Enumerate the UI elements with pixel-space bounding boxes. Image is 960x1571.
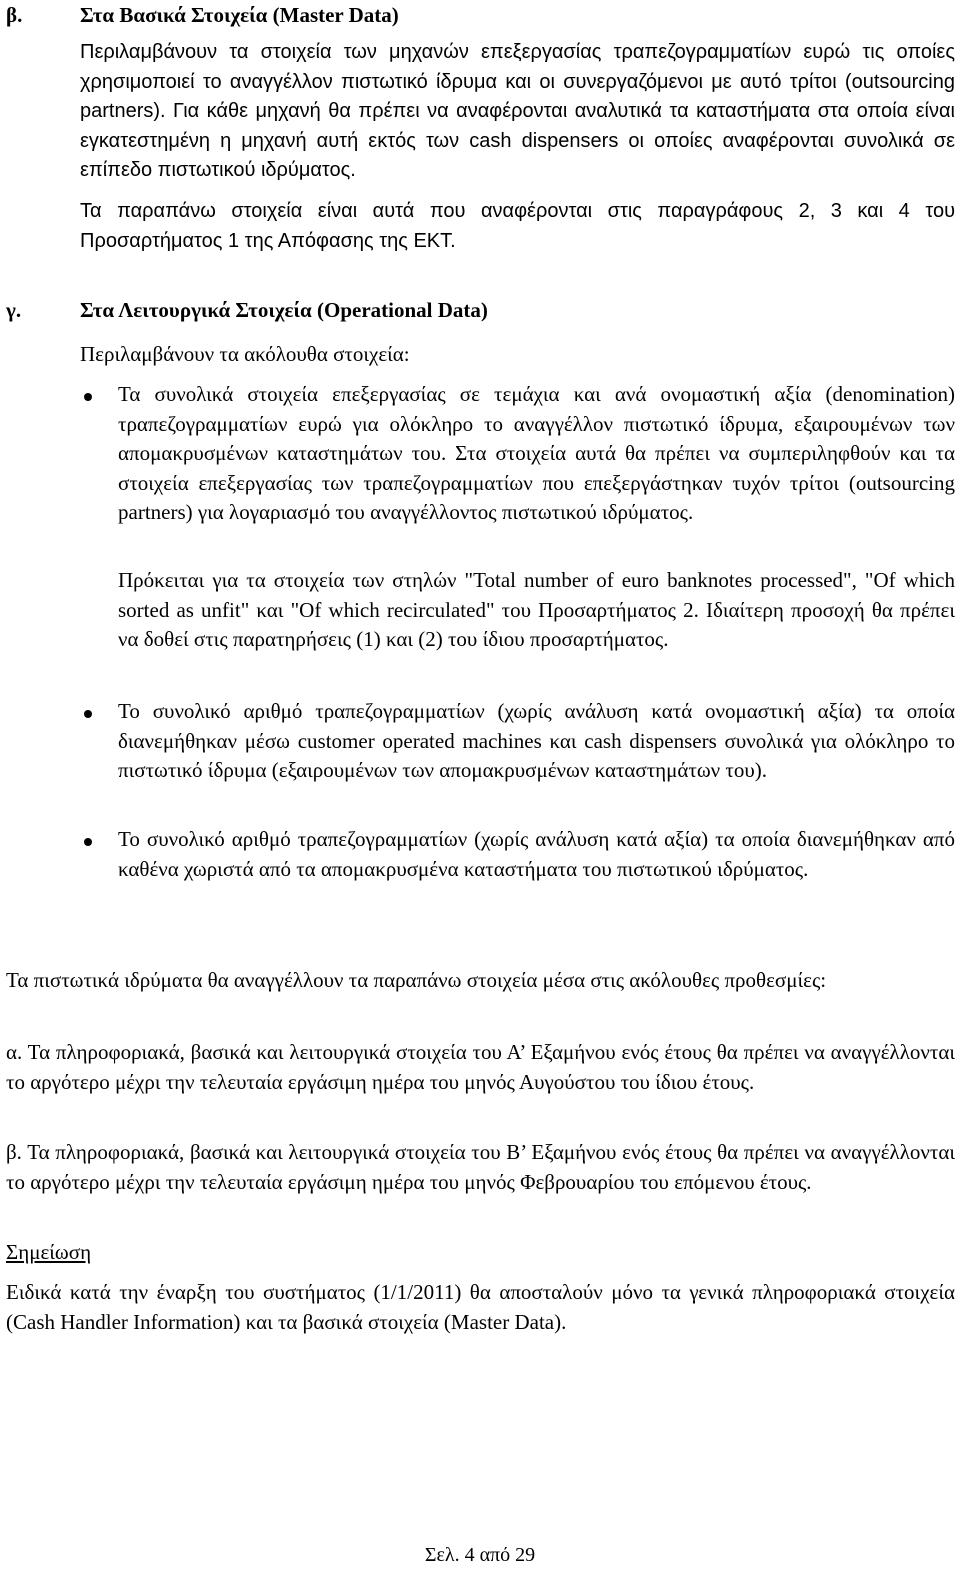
deadline-b: β. Τα πληροφοριακά, βασικά και λειτουργικά στοιχεία του Β’ Εξαμήνου ενός έτους θα πρέπει να αναγγέλλονται το αργότερο μέχρι την τελευταία εργάσιμη ημέρα του μηνός Φεβρουαρίου του επόμενου έτους. <box>6 1140 955 1194</box>
section-b-paragraph-1: Περιλαμβάνουν τα στοιχεία των μηχανών επεξεργασίας τραπεζογραμματίων ευρώ τις οποίες χρησιμοποιεί το αναγγέλλον πιστωτικό ίδρυμα και οι συνεργαζόμενοι με αυτό τρίτοι (outsourcing partners). Για κάθε μηχανή θα πρέπει να αναφέρονται αναλυτικά τα καταστήματα στα οποία είναι εγκατεστημένη η μηχανή αυτή εκτός των cash dispensers οι οποίες αναφέρονται συνολικά σε επίπεδο πιστωτικού ιδρύματος. <box>80 41 955 181</box>
note-text: Ειδικά κατά την έναρξη του συστήματος (1/1/2011) θα αποσταλούν μόνο τα γενικά πληροφοριακά στοιχεία (Cash Handler Information) και τα βασικά στοιχεία (Master Data). <box>6 1280 955 1334</box>
deadlines-intro: Τα πιστωτικά ιδρύματα θα αναγγέλλουν τα παραπάνω στοιχεία μέσα στις ακόλουθες προθεσμίες: <box>6 968 827 992</box>
section-c-title: Στα Λειτουργικά Στοιχεία (Operational Data) <box>80 298 488 322</box>
bullet-item-3: Το συνολικό αριθμό τραπεζογραμματίων (χωρίς ανάλυση κατά αξία) τα οποία διανεμήθηκαν από καθένα χωριστά από τα απομακρυσμένα καταστήματα του πιστωτικού ιδρύματος. <box>118 827 955 881</box>
bullet-icon <box>84 838 92 846</box>
section-c-marker: γ. <box>6 298 22 322</box>
section-b-title: Στα Βασικά Στοιχεία (Master Data) <box>80 3 399 27</box>
bullet-icon <box>84 393 92 401</box>
bullet-icon <box>84 710 92 718</box>
section-b-marker: β. <box>6 3 23 27</box>
section-b-paragraph-2: Τα παραπάνω στοιχεία είναι αυτά που αναφέρονται στις παραγράφους 2, 3 και 4 του Προσαρτήματος 1 της Απόφασης της ΕΚΤ. <box>80 200 955 252</box>
note-title: Σημείωση <box>6 1240 92 1264</box>
bullet-item-2: Το συνολικό αριθμό τραπεζογραμματίων (χωρίς ανάλυση κατά ονομαστική αξία) τα οποία διανεμήθηκαν μέσω customer operated machines και cash dispensers συνολικά για ολόκληρο το πιστωτικό ίδρυμα (εξαιρουμένων των απομακρυσμένων καταστημάτων του). <box>118 699 955 782</box>
deadline-a: α. Τα πληροφοριακά, βασικά και λειτουργικά στοιχεία του Α’ Εξαμήνου ενός έτους θα πρέπει να αναγγέλλονται το αργότερο μέχρι την τελευταία εργάσιμη ημέρα του μηνός Αυγούστου του ίδιου έτους. <box>6 1040 955 1094</box>
bullet-item-1-subparagraph: Πρόκειται για τα στοιχεία των στηλών "Total number of euro banknotes processed", "Of which sorted as unfit" και "Of which recirculated" του Προσαρτήματος 2. Ιδιαίτερη προσοχή θα πρέπει να δοθεί στις παρατηρήσεις (1) και (2) του ίδιου προσαρτήματος. <box>118 568 955 651</box>
bullet-item-1: Τα συνολικά στοιχεία επεξεργασίας σε τεμάχια και ανά ονομαστική αξία (denomination) τραπεζογραμματίων ευρώ για ολόκληρο το αναγγέλλον πιστωτικό ίδρυμα, εξαιρουμένων των απομακρυσμένων καταστημάτων του. Στα στοιχεία αυτά θα πρέπει να συμπεριληφθούν και τα στοιχεία επεξεργασίας των τραπεζογραμματίων που επεξεργάστηκαν τυχόν τρίτοι (outsourcing partners) για λογαριασμό του αναγγέλλοντος πιστωτικού ιδρύματος. <box>118 382 955 524</box>
section-c-intro: Περιλαμβάνουν τα ακόλουθα στοιχεία: <box>80 342 410 366</box>
page-number: Σελ. 4 από 29 <box>424 1544 536 1566</box>
